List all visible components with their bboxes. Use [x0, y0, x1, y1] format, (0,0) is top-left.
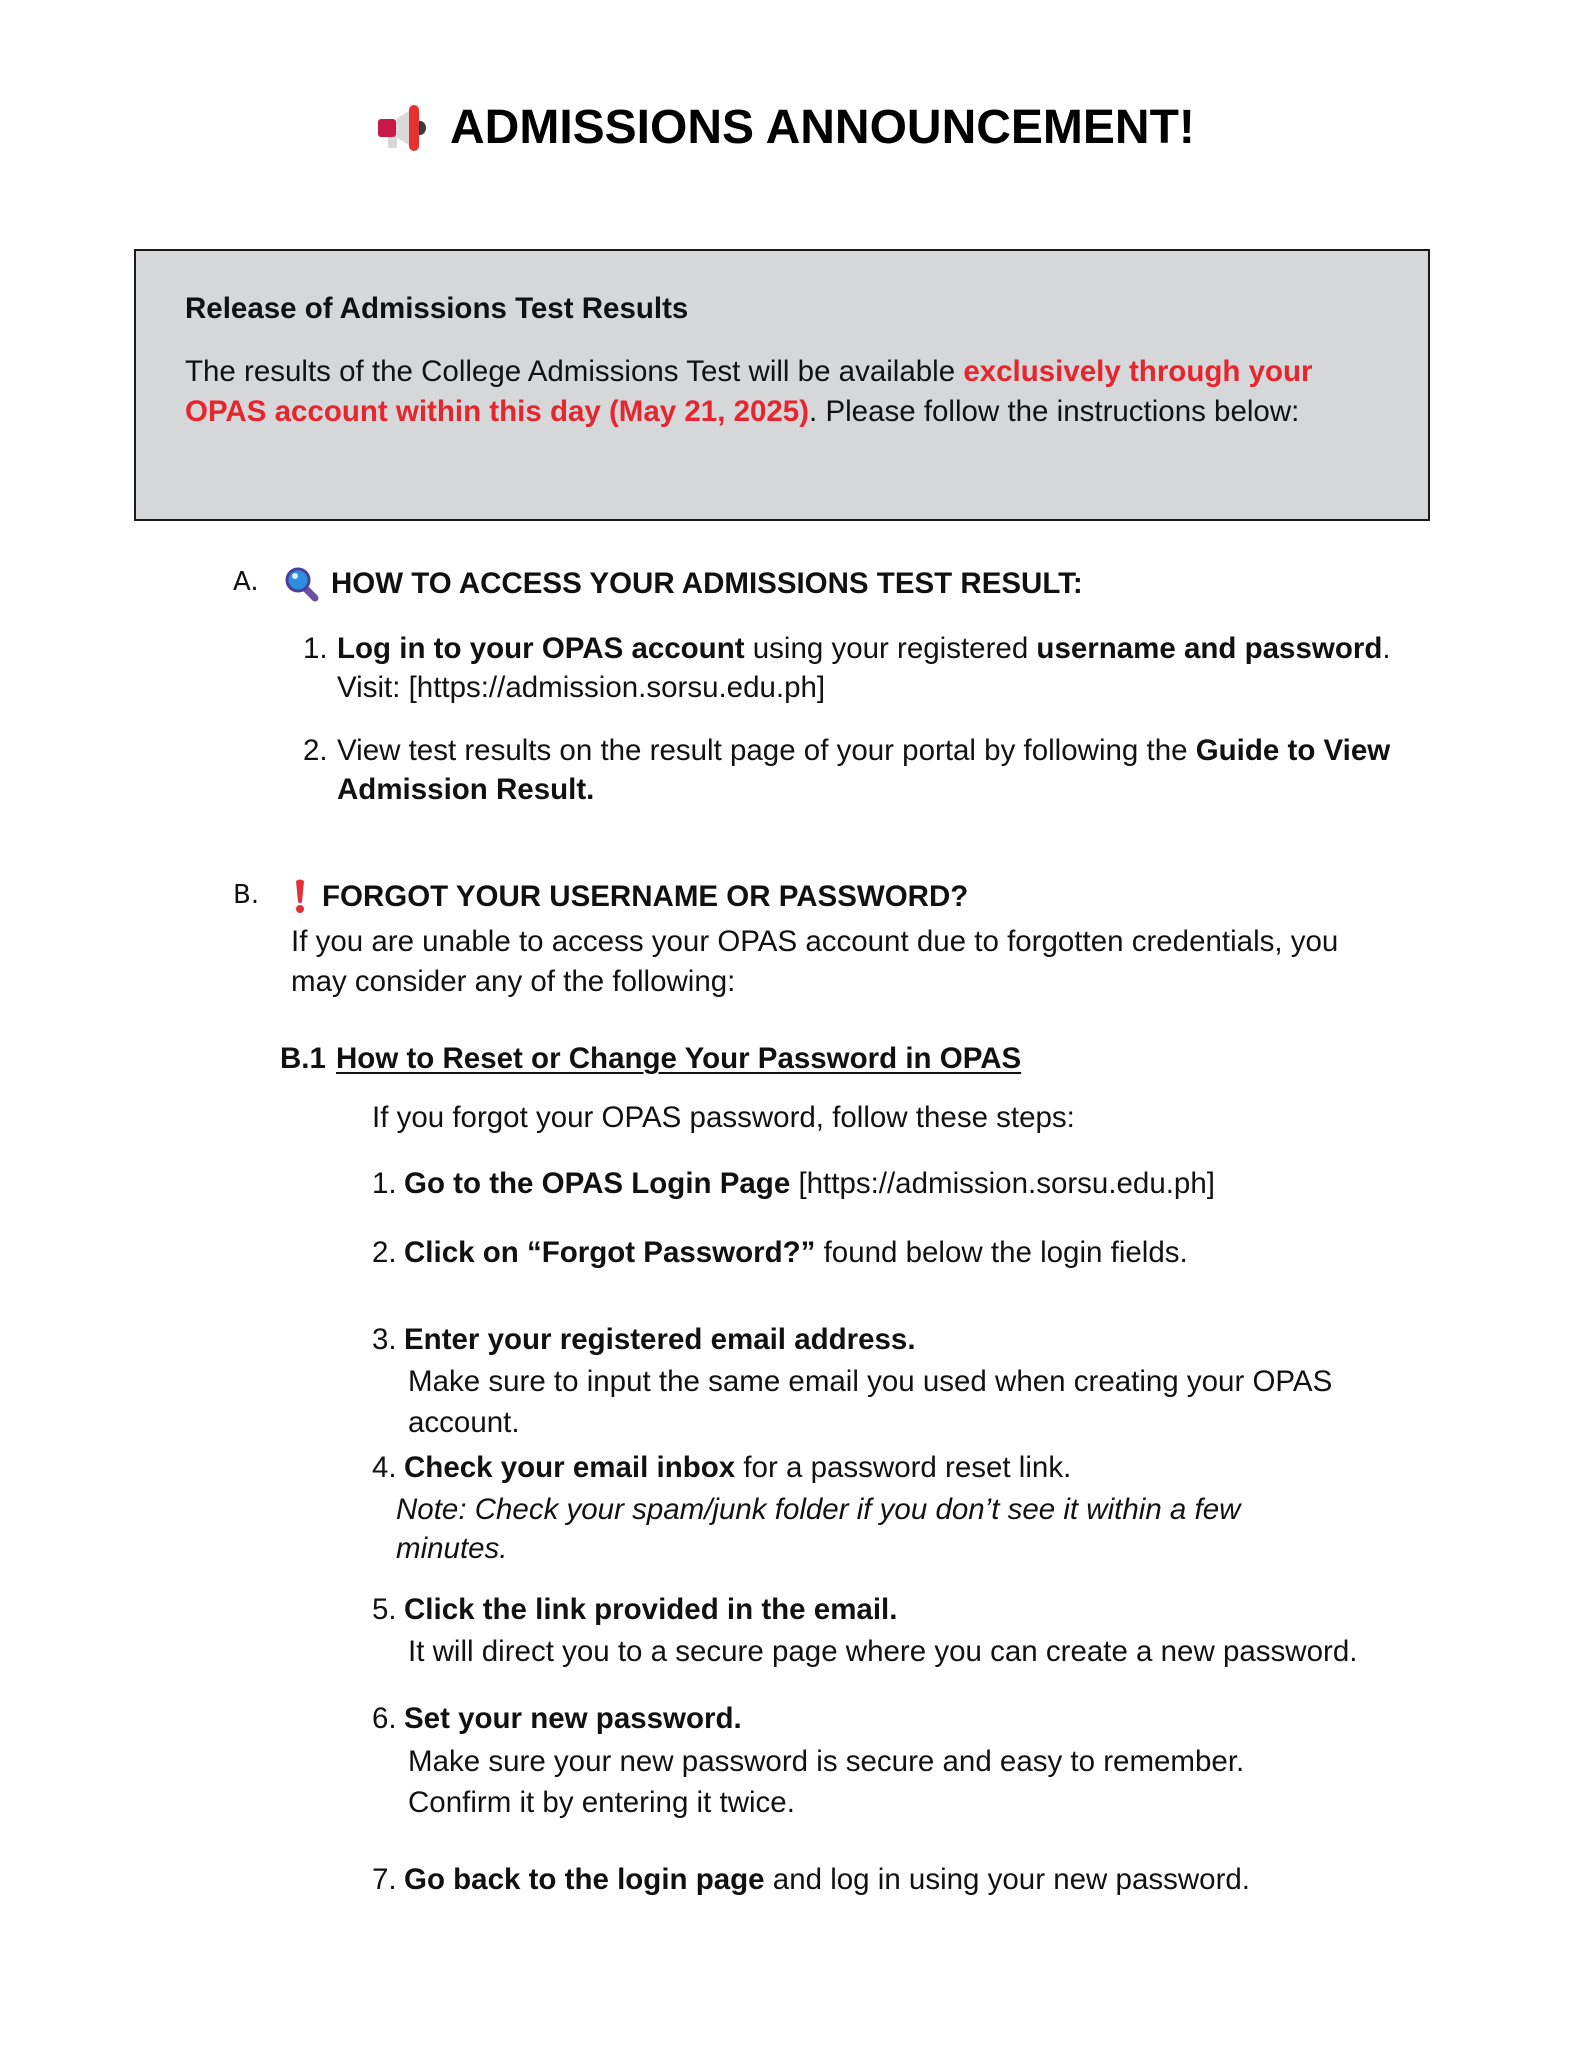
step-number: 7.	[372, 1863, 397, 1896]
notice-line-1	[185, 354, 1313, 390]
step-7	[404, 1862, 1250, 1898]
step-1	[404, 1166, 1215, 1202]
guide-link-text: Guide to View	[1195, 734, 1391, 767]
notice-highlight-date: OPAS account within this day (May 21, 2025)	[185, 395, 810, 428]
magnifying-glass-icon	[284, 566, 320, 602]
step-detail: account.	[408, 1406, 520, 1439]
step-number: 6.	[372, 1702, 397, 1735]
step-text: and log in using your new password.	[764, 1863, 1250, 1896]
section-b-intro-line-1: If you are unable to access your OPAS account due to forgotten credentials, you	[291, 925, 1339, 958]
notice-line-2	[185, 394, 1299, 430]
step-bold: Click on “Forgot Password?”	[404, 1236, 816, 1269]
notice-text: The results of the College Admissions Test will be available	[185, 355, 964, 388]
step-detail: Make sure to input the same email you used when creating your OPAS	[408, 1365, 1333, 1398]
list-item-number: 2.	[303, 734, 328, 767]
list-item-text: .	[1382, 632, 1391, 665]
notice-heading: Release of Admissions Test Results	[185, 292, 689, 325]
step-bold: Set your new password.	[404, 1702, 742, 1735]
section-a-heading: HOW TO ACCESS YOUR ADMISSIONS TEST RESULT:	[331, 567, 1083, 600]
megaphone-icon	[376, 104, 432, 156]
step-text: for a password reset link.	[735, 1451, 1072, 1484]
list-item-text: using your registered	[744, 632, 1037, 665]
step-bold: Check your email inbox	[404, 1451, 736, 1484]
section-b-heading: FORGOT YOUR USERNAME OR PASSWORD?	[322, 880, 969, 913]
step-2	[404, 1235, 1188, 1271]
notice-text: . Please follow the instructions below:	[809, 395, 1300, 428]
step-number: 4.	[372, 1451, 397, 1484]
section-b-intro-line-2: may consider any of the following:	[291, 965, 736, 998]
list-item	[337, 631, 1391, 667]
step-bold: Enter your registered email address.	[404, 1323, 916, 1356]
exclamation-icon	[292, 878, 308, 914]
list-item-number: 1.	[303, 632, 328, 665]
step-text: [https://admission.sorsu.edu.ph]	[790, 1167, 1215, 1200]
step-3	[404, 1322, 916, 1358]
subsection-title: How to Reset or Change Your Password in OPAS	[336, 1042, 1022, 1075]
list-item-bold: Log in to your OPAS account	[337, 632, 745, 665]
step-text: found below the login fields.	[815, 1236, 1188, 1269]
subsection-number: B.1	[280, 1042, 326, 1075]
list-item-text: View test results on the result page of your portal by following the	[337, 734, 1196, 767]
step-note: Note: Check your spam/junk folder if you don’t see it within a few	[396, 1493, 1241, 1526]
step-number: 5.	[372, 1593, 397, 1626]
step-bold: Click the link provided in the email.	[404, 1593, 898, 1626]
section-a-letter: A.	[233, 567, 259, 597]
subsection-intro: If you forgot your OPAS password, follow these steps:	[372, 1101, 1075, 1134]
section-b-letter: B.	[233, 880, 260, 910]
notice-highlight: exclusively through your	[963, 355, 1313, 388]
list-item	[337, 733, 1390, 769]
step-number: 1.	[372, 1167, 397, 1200]
step-5	[404, 1592, 897, 1628]
login-url: Visit: [https://admission.sorsu.edu.ph]	[337, 671, 826, 704]
step-number: 2.	[372, 1236, 397, 1269]
step-6	[404, 1701, 742, 1737]
step-note: minutes.	[396, 1532, 508, 1565]
step-number: 3.	[372, 1323, 397, 1356]
page-title: ADMISSIONS ANNOUNCEMENT!	[450, 101, 1195, 154]
step-detail: It will direct you to a secure page where you can create a new password.	[408, 1635, 1358, 1668]
step-detail: Make sure your new password is secure and easy to remember.	[408, 1745, 1245, 1778]
guide-link-text-cont: Admission Result.	[337, 773, 595, 806]
step-bold: Go back to the login page	[404, 1863, 765, 1896]
step-detail: Confirm it by entering it twice.	[408, 1786, 795, 1819]
step-bold: Go to the OPAS Login Page	[404, 1167, 791, 1200]
list-item-bold: username and password	[1036, 632, 1383, 665]
step-4	[404, 1450, 1071, 1486]
